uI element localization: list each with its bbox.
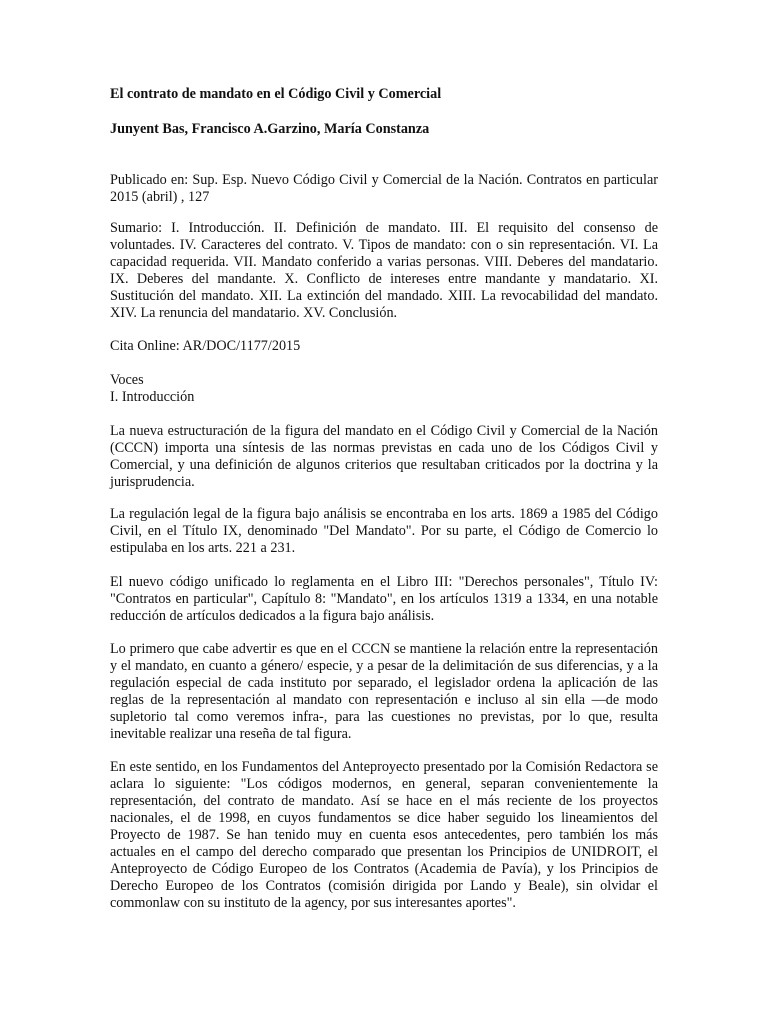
document-title: El contrato de mandato en el Código Civil y Comercial (110, 86, 442, 102)
paragraph-1: La nueva estructuración de la figura del mandato en el Código Civil y Comercial de la Nación (CCCN) importa una síntesis de las normas previstas en cada uno de los Códigos Civil y Comercial, y una definición de algunos criterios que resultaban criticados por la doctrina y la jurisprudencia. (110, 423, 658, 490)
publication-info: Publicado en: Sup. Esp. Nuevo Código Civil y Comercial de la Nación. Contratos en particular 2015 (abril) , 127 (110, 172, 658, 205)
paragraph-3: El nuevo código unificado lo reglamenta en el Libro III: "Derechos personales", Título IV: "Contratos en particular", Capítulo 8: "Mandato", en los artículos 1319 a 1334, en una notable reducción de artículos dedicados a la figura bajo análisis. (110, 574, 658, 624)
document-authors: Junyent Bas, Francisco A.Garzino, María Constanza (110, 121, 430, 137)
cita-online: Cita Online: AR/DOC/1177/2015 (110, 338, 301, 354)
summary: Sumario: I. Introducción. II. Definición de mandato. III. El requisito del consenso de voluntades. IV. Caracteres del contrato. V. Tipos de mandato: con o sin representación. VI. La capacidad requerida. VII. Mandato conferido a varias personas. VIII. Deberes del mandatario. IX. Deberes del mandante. X. Conflicto de intereses entre mandante y mandatario. XI. Sustitución del mandato. XII. La extinción del mandado. XIII. La revocabilidad del mandato. XIV. La renuncia del mandatario. XV. Conclusión. (110, 220, 658, 321)
section-heading: I. Introducción (110, 389, 195, 405)
paragraph-4: Lo primero que cabe advertir es que en el CCCN se mantiene la relación entre la representación y el mandato, en cuanto a género/ especie, y a pesar de la delimitación de sus diferencias, y a la regulación especial de cada instituto por separado, el legislador ordena la aplicación de las reglas de la representación al mandato con representación e incluso al sin ella —de modo supletorio tal como veremos infra-, para las cuestiones no previstas, por lo que, resulta inevitable realizar una reseña de tal figura. (110, 641, 658, 742)
paragraph-5: En este sentido, en los Fundamentos del Anteproyecto presentado por la Comisión Redactora se aclara lo siguiente: "Los códigos modernos, en general, separan convenientemente la representación, del contrato de mandato. Así se hace en el más reciente de los proyectos nacionales, el de 1998, en cuyos fundamentos se dice haber seguido los lineamientos del Proyecto de 1987. Se han tenido muy en cuenta esos antecedentes, pero también los más actuales en el campo del derecho comparado que presentan los Principios de UNIDROIT, el Anteproyecto de Código Europeo de los Contratos (Academia de Pavía), y los Principios de Derecho Europeo de los Contratos (comisión dirigida por Lando y Beale), sin olvidar el commonlaw con su instituto de la agency, por sus interesantes aportes". (110, 759, 658, 911)
paragraph-2: La regulación legal de la figura bajo análisis se encontraba en los arts. 1869 a 1985 del Código Civil, en el Título IX, denominado "Del Mandato". Por su parte, el Código de Comercio lo estipulaba en los arts. 221 a 231. (110, 506, 658, 556)
voces-label: Voces (110, 372, 144, 388)
